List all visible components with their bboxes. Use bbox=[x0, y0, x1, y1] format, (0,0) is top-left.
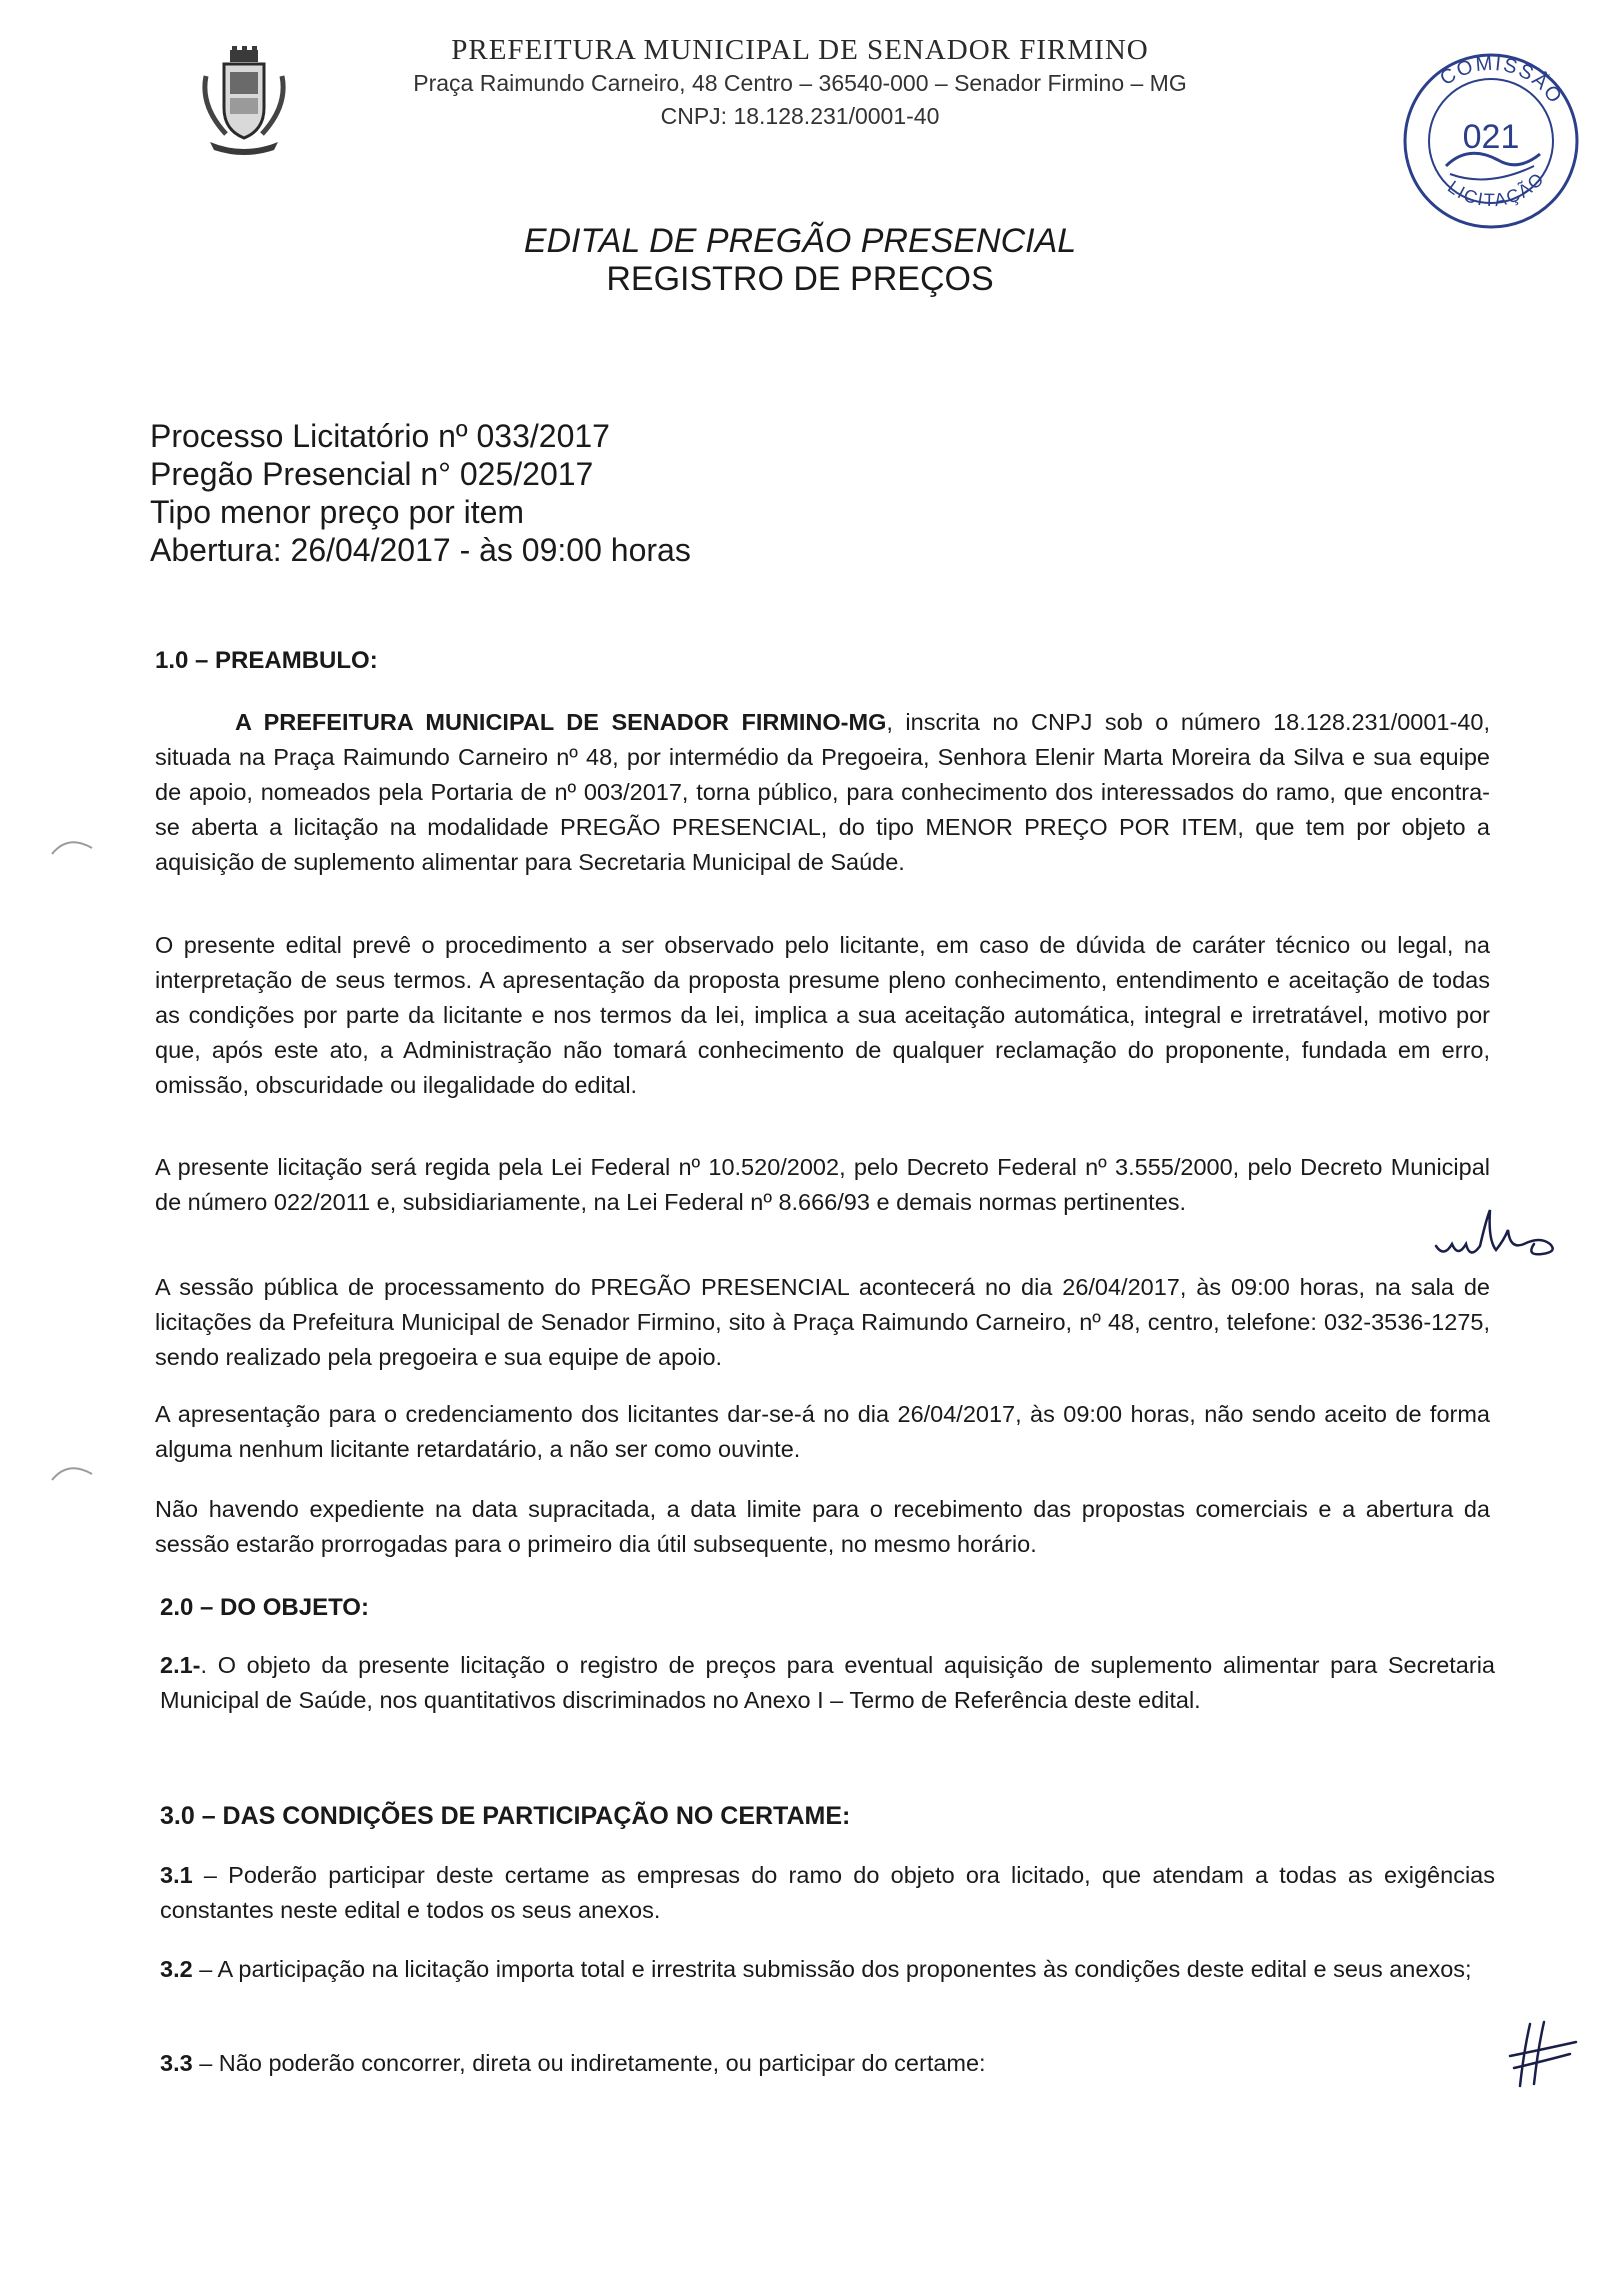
process-type: Tipo menor preço por item bbox=[150, 494, 525, 530]
pregao-number: Pregão Presencial n° 025/2017 bbox=[150, 456, 594, 492]
process-number: Processo Licitatório nº 033/2017 bbox=[150, 418, 610, 454]
clause-3-1-label: 3.1 bbox=[160, 1862, 193, 1888]
stamp-top-text: COMISSÃO bbox=[1436, 52, 1567, 109]
clause-3-3-label: 3.3 bbox=[160, 2050, 193, 2076]
org-name: PREFEITURA MUNICIPAL DE SENADOR FIRMINO bbox=[451, 34, 1149, 66]
document-subtitle: REGISTRO DE PREÇOS bbox=[606, 260, 994, 298]
stamp-bottom-text: LICITAÇÃO bbox=[1444, 167, 1549, 211]
margin-binding-mark bbox=[48, 830, 98, 860]
accreditation-paragraph: A apresentação para o credenciamento dos licitantes dar-se-á no dia 26/04/2017, às 09:00 horas, não sendo aceito de forma alguma nenhum licitante retardatário, a não ser como ouvinte. bbox=[155, 1401, 1490, 1462]
clause-3-2-label: 3.2 bbox=[160, 1956, 193, 1982]
handwritten-rubric-signature bbox=[1500, 2020, 1580, 2090]
section-1-heading: 1.0 – PREAMBULO: bbox=[155, 647, 378, 674]
section-2-heading: 2.0 – DO OBJETO: bbox=[160, 1594, 369, 1621]
clause-2-1-label: 2.1- bbox=[160, 1652, 201, 1678]
commission-stamp bbox=[1398, 48, 1584, 234]
clause-2-1 bbox=[160, 1648, 1495, 1718]
edital-procedure-paragraph: O presente edital prevê o procedimento a ser observado pelo licitante, em caso de dúvida de caráter técnico ou legal, na interpretação de seus termos. A apresentação da proposta presume pleno conhecimento, entendimento e aceitação de todas as condições por parte da licitante e nos termos da lei, implica a sua aceitação automática, integral e irretratável, motivo por que, após este ato, a Administração não tomará conhecimento de qualquer reclamação do proponente, fundada em erro, omissão, obscuridade ou ilegalidade do edital. bbox=[155, 932, 1490, 1098]
opening-date: Abertura: 26/04/2017 - às 09:00 horas bbox=[150, 532, 691, 568]
legal-basis-paragraph: A presente licitação será regida pela Lei Federal nº 10.520/2002, pelo Decreto Federal nº 3.555/2000, pelo Decreto Municipal de número 022/2011 e, subsidiariamente, na Lei Federal nº 8.666/93 e demais normas pertinentes. bbox=[155, 1154, 1490, 1215]
document-title: EDITAL DE PREGÃO PRESENCIAL bbox=[523, 222, 1077, 260]
org-cnpj: CNPJ: 18.128.231/0001-40 bbox=[660, 103, 940, 129]
clause-2-1-text: . O objeto da presente licitação o registro de preços para eventual aquisição de suplemento alimentar para Secretaria Municipal de Saúde, nos quantitativos discriminados no Anexo I – Termo de Referência deste edital. bbox=[160, 1652, 1495, 1713]
clause-3-3-text: – Não poderão concorrer, direta ou indiretamente, ou participar do certame: bbox=[192, 2050, 986, 2076]
clause-3-1-text: – Poderão participar deste certame as empresas do ramo do objeto ora licitado, que atendam a todas as exigências constantes neste edital e todos os seus anexos. bbox=[160, 1862, 1495, 1923]
clause-3-3 bbox=[160, 2046, 1495, 2081]
clause-3-1 bbox=[160, 1858, 1495, 1928]
preamble-paragraph bbox=[155, 705, 1490, 880]
clause-3-2-text: – A participação na licitação importa total e irrestrita submissão dos proponentes às condições deste edital e seus anexos; bbox=[192, 1956, 1472, 1982]
margin-binding-mark bbox=[48, 1456, 98, 1486]
preamble-text: , inscrita no CNPJ sob o número 18.128.231/0001-40, situada na Praça Raimundo Carneiro nº 48, por intermédio da Pregoeira, Senhora Elenir Marta Moreira da Silva e sua equipe de apoio, nomeados pela Portaria de nº 003/2017, torna público, para conhecimento dos interessados do ramo, que encontra-se aberta a licitação na modalidade PREGÃO PRESENCIAL, do tipo MENOR PREÇO POR ITEM, que tem por objeto a aquisição de suplemento alimentar para Secretaria Municipal de Saúde. bbox=[155, 709, 1490, 875]
clause-3-2 bbox=[160, 1952, 1495, 1987]
stamp-number: 021 bbox=[1462, 118, 1520, 156]
handwritten-initials-signature bbox=[1430, 1200, 1570, 1270]
preamble-org-bold: A PREFEITURA MUNICIPAL DE SENADOR FIRMINO-MG bbox=[235, 709, 887, 735]
session-paragraph: A sessão pública de processamento do PREGÃO PRESENCIAL acontecerá no dia 26/04/2017, às 09:00 horas, na sala de licitações da Prefeitura Municipal de Senador Firmino, sito à Praça Raimundo Carneiro, nº 48, centro, telefone: 032-3536-1275, sendo realizado pela pregoeira e sua equipe de apoio. bbox=[155, 1274, 1490, 1370]
org-address: Praça Raimundo Carneiro, 48 Centro – 36540-000 – Senador Firmino – MG bbox=[413, 70, 1187, 96]
deadline-paragraph: Não havendo expediente na data supracitada, a data limite para o recebimento das propostas comerciais e a abertura da sessão estarão prorrogadas para o primeiro dia útil subsequente, no mesmo horário. bbox=[155, 1496, 1490, 1557]
section-3-heading: 3.0 – DAS CONDIÇÕES DE PARTICIPAÇÃO NO CERTAME: bbox=[160, 1802, 851, 1830]
svg-text:LICITAÇÃO bbox=[1444, 168, 1549, 210]
